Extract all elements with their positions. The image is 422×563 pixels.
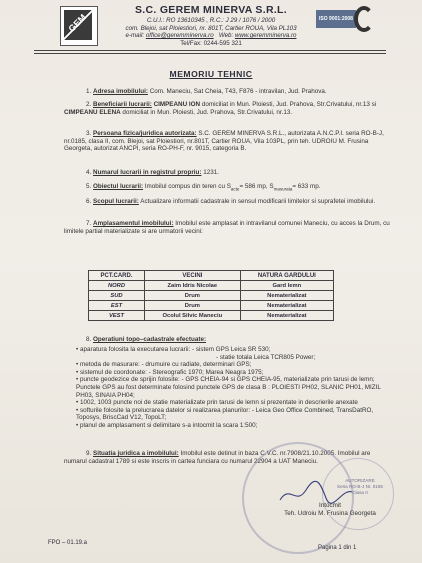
- stamp-text: AUTORIZARE Seria RO-B-J Nr. 0185 Clasa II: [337, 478, 383, 495]
- company-name: S.C. GEREM MINERVA S.R.L.: [135, 4, 287, 16]
- list-item: - statie totala Leica TCR805 Power;: [216, 353, 316, 361]
- document-title: MEMORIU TEHNIC: [169, 69, 253, 79]
- table-row: VEST Ocolul Silvic Maneciu Nematerializat: [89, 311, 334, 321]
- web-link[interactable]: www.geremminerva.ro: [234, 32, 297, 40]
- section-5: 5. Obiectul lucrarii: Imobilul compus din teren cu $S_{acte}= 586$ mp, $S_{masurata}= 633$ mp.: [86, 183, 321, 192]
- header-divider: [34, 50, 386, 51]
- section-9: 9. Situatia juridica a imobilului: Imobilul este detinut in baza C.V.C. nr.7908/21.10.2005. Imobilul are numarul cadastral 1789 si este inscris in cartea funciara cu numarul 22904 a UAT Maneciu.: [64, 450, 371, 465]
- list-item: • aparatura folosita la executarea lucrarii: - sistem GPS Leica SR 530;: [76, 346, 271, 353]
- handwritten-signature: [276, 478, 356, 508]
- company-registry: C.U.I.: RO 13610345 , R.C.: J 29 / 1076 / 2000: [146, 17, 276, 24]
- table-row: SUD Drum Nematerializat: [89, 291, 334, 301]
- company-logo: [60, 6, 98, 46]
- section-1: 1. Adresa imobilului: Com. Maneciu, Sat Cheia, T43, F876 - intravilan, Jud. Prahova.: [86, 88, 327, 95]
- company-phone: Tel/Fax: 0244-595 321: [180, 39, 242, 47]
- iso-certification-logo: ISO 9001:2008: [316, 6, 374, 32]
- list-item: • 1002, 1003 puncte noi de statie materializate prin tarusi de lemn si prezentate in descrierile anexate: [76, 399, 358, 407]
- table-row: NORD Zaim Idris Nicolae Gard lemn: [89, 281, 334, 291]
- list-item: • metoda de masurare: - drumuire cu radiate, determinari GPS;: [76, 361, 252, 369]
- signature-caption: Intocmit Teh. Udroiu M. Frusina Georgeta: [284, 502, 376, 517]
- section-2: 2. Beneficiarii lucrarii: CIMPEANU ION domiciliat in Mun. Ploiesti, Jud. Prahova, Str.Crivatului, nr.13 si CIMPEANU ELENA domiciliat in Mun. Ploiesti, Jud. Prahova, Str.Crivatului, nr.13.: [64, 101, 377, 116]
- logo-text: GEM: [66, 12, 89, 34]
- section-3: 3. Persoana fizica/juridica autorizata: S.C. GEREM MINERVA S.R.L., autorizata A.N.C.P.I. seria RO-B-J, nr.0185, clasa II, com. Blejoi, sat Ploiestiori, nr.801T, Cartier ROUA, Vila 103PL, prin teh. UDROIU M. Frusina Georgeta, autorizat ANCPI, seria RO-PH-F, nr. 9015, categoria B.: [64, 130, 384, 153]
- section-7: 7. Amplasamentul imobilului: Imobilul este amplasat in intravilanul comunei Maneciu, cu acces la Drum, cu limitele partial materializate si are urmatorii vecini:: [64, 220, 390, 235]
- section-8-heading: 8. Operatiuni topo–cadastrale efectuate:: [86, 336, 207, 343]
- section-4: 4. Numarul lucrarii in registrul propriu: 1231.: [86, 169, 219, 176]
- list-item: • planul de amplasament si delimitare s-a intocmit la scara 1:500;: [76, 421, 258, 429]
- list-item: • puncte geodezice de sprijin folosite: - GPS CHEIA-94 si GPS CHEIA-95, materializate prin tarusi de lemn; Punctele GPS au fost determinate folosind punctele GPS de clasa B : PLOIESTI PH02, SLANIC PH01, MIZIL PH03, SINAIA PH04;: [76, 376, 381, 399]
- table-header-row: PCT.CARD. VECINI NATURA GARDULUI: [89, 271, 334, 281]
- form-code: FPO – 01.19.a: [48, 540, 88, 546]
- table-row: EST Drum Nematerializat: [89, 301, 334, 311]
- list-item: • sistemul de coordonate: - Stereografic 1970; Marea Neagra 1975;: [76, 368, 264, 376]
- neighbors-table: [88, 270, 334, 321]
- email-link[interactable]: office@geremminerva.ro: [145, 32, 214, 40]
- list-item: • softurile folosite la prelucrarea datelor si realizarea planurilor: - Leica Geo Office Combined, TransDatRO, Toposys, BriscCad V12, TopoLT;: [76, 406, 374, 422]
- header-divider-2: [34, 53, 386, 54]
- section-6: 6. Scopul lucrarii: Actualizare informatii cadastrale in sensul modificarii limitelor si suprafetei imobilului.: [86, 198, 376, 205]
- page-number: Pagina 1 din 1: [318, 545, 357, 551]
- company-contacts: e-mail: office@geremminerva.ro Web: www.geremminerva.ro: [125, 32, 297, 40]
- letterhead: [106, 4, 316, 47]
- section-8-list: [76, 346, 396, 430]
- company-address: com. Blejoi, sat Ploiestiori, nr. 801T, Cartier ROUA, Vila PL103: [125, 24, 297, 32]
